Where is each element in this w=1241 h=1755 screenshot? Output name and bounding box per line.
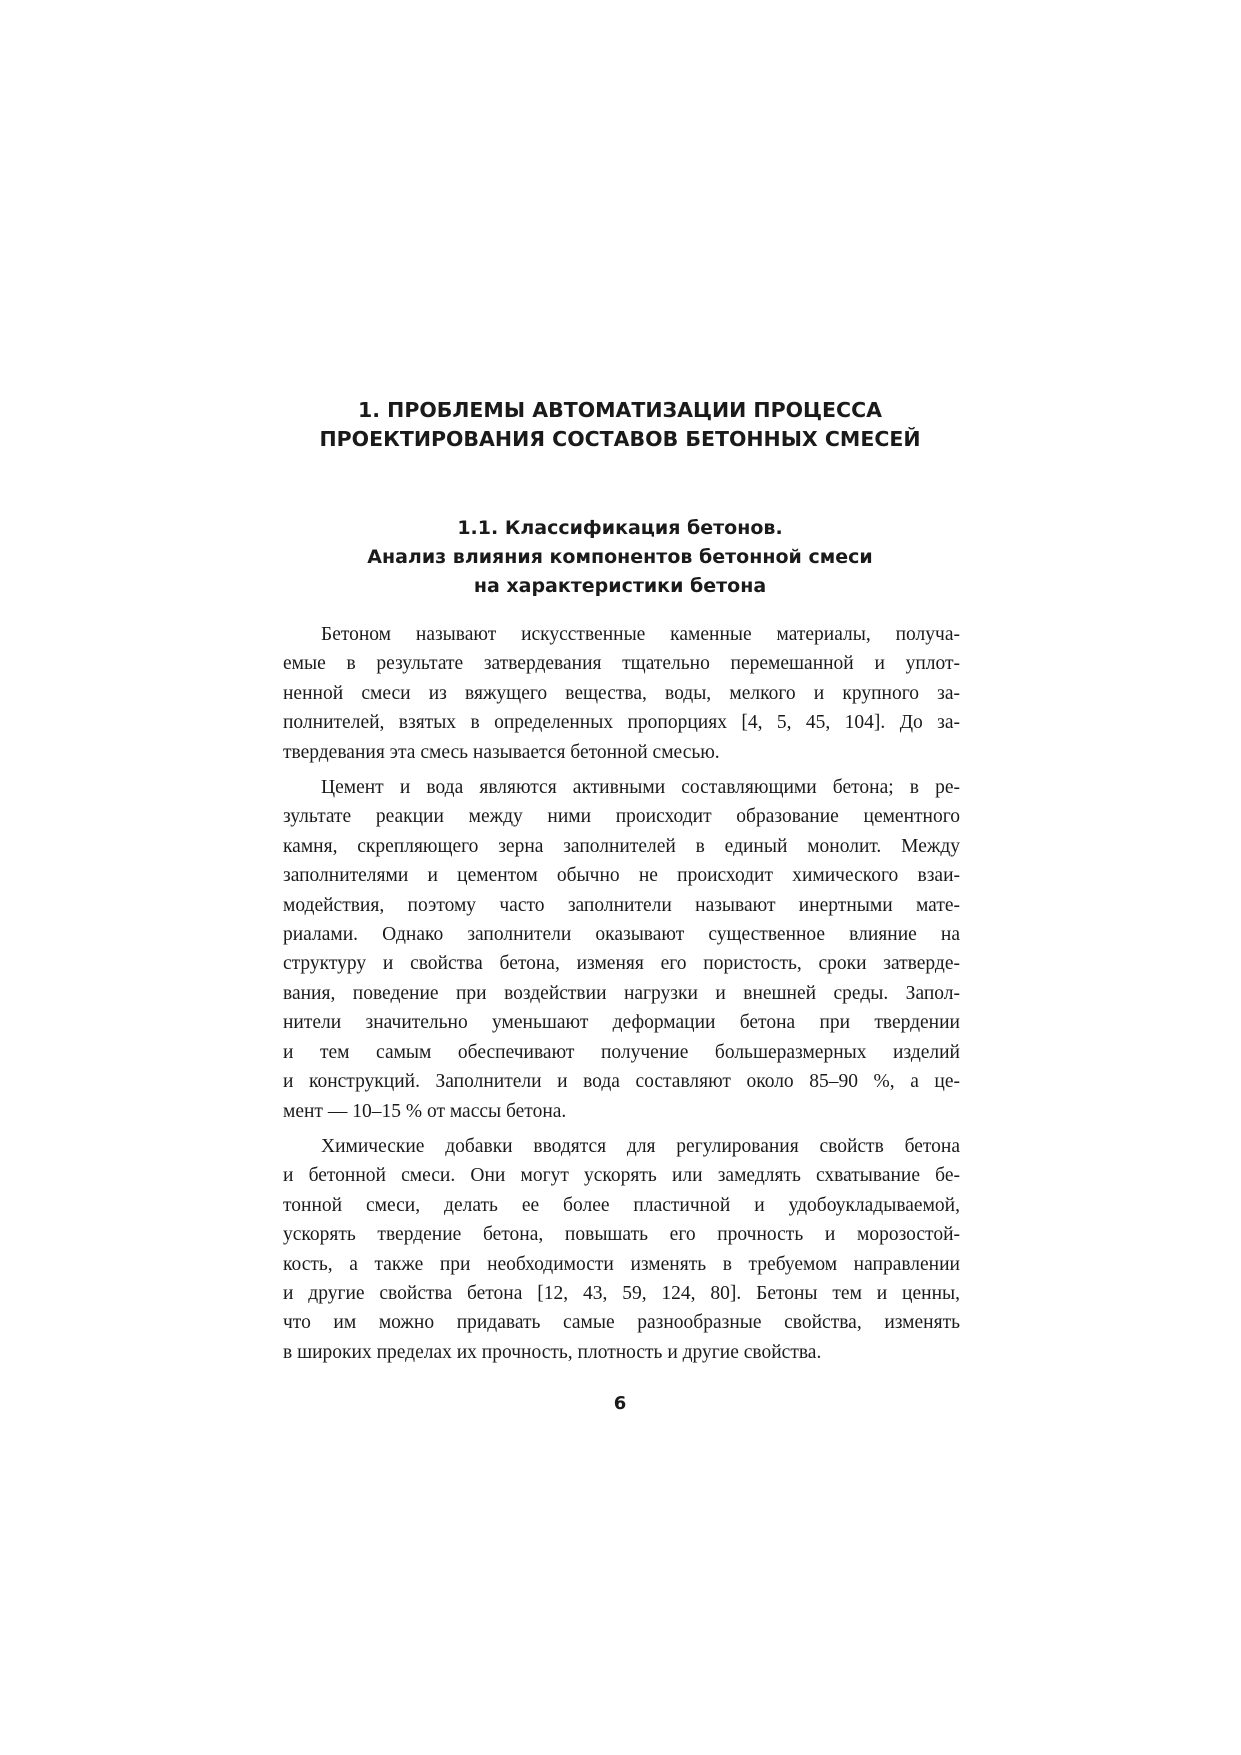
- text-line: и тем самым обеспечивают получение большеразмерных изделий: [283, 1041, 960, 1063]
- paragraph-3: [283, 1132, 960, 1367]
- chapter-title-line: 1. ПРОБЛЕМЫ АВТОМАТИЗАЦИИ ПРОЦЕССА: [357, 398, 883, 422]
- body-text: [283, 620, 960, 1373]
- text-line: мент — 10–15 % от массы бетона.: [283, 1100, 567, 1122]
- text-line: кость, а также при необходимости изменять в требуемом направлении: [283, 1253, 960, 1275]
- text-line: Химические добавки вводятся для регулирования свойств бетона: [321, 1135, 960, 1157]
- text-line: зультате реакции между ними происходит образование цементного: [283, 806, 960, 828]
- text-line: ускорять твердение бетона, повышать его прочность и морозостой-: [283, 1224, 960, 1246]
- text-line: нители значительно уменьшают деформации бетона при твердении: [283, 1012, 960, 1034]
- section-title-line: Анализ влияния компонентов бетонной смеси: [367, 546, 873, 568]
- paragraph-1: [283, 620, 960, 767]
- paragraph-2: [283, 773, 960, 1126]
- text-line: и бетонной смеси. Они могут ускорять или замедлять схватывание бе-: [283, 1165, 960, 1187]
- page-number: 6: [613, 1393, 627, 1414]
- text-line: заполнителями и цементом обычно не происходит химического взаи-: [283, 865, 960, 887]
- text-line: камня, скрепляющего зерна заполнителей в единый монолит. Между: [283, 835, 960, 857]
- text-line: Цемент и вода являются активными составляющими бетона; в ре-: [321, 777, 960, 799]
- section-title-line: на характеристики бетона: [473, 575, 767, 597]
- text-line: структуру и свойства бетона, изменяя его пористость, сроки затверде-: [283, 953, 960, 975]
- text-line: и конструкций. Заполнители и вода составляют около 85–90 %, а це-: [283, 1071, 960, 1093]
- text-line: твердевания эта смесь называется бетонной смесью.: [283, 741, 720, 763]
- text-line: риалами. Однако заполнители оказывают существенное влияние на: [283, 924, 960, 946]
- text-line: Бетоном называют искусственные каменные материалы, получа-: [321, 624, 960, 645]
- text-line: что им можно придавать самые разнообразные свойства, изменять: [283, 1312, 960, 1334]
- section-title: [280, 514, 960, 601]
- text-line: в широких пределах их прочность, плотность и другие свойства.: [283, 1341, 822, 1363]
- text-line: и другие свойства бетона [12, 43, 59, 124, 80]. Бетоны тем и ценны,: [283, 1282, 960, 1304]
- chapter-title-line: ПРОЕКТИРОВАНИЯ СОСТАВОВ БЕТОННЫХ СМЕСЕЙ: [319, 427, 921, 451]
- text-line: полнителей, взятых в определенных пропорциях [4, 5, 45, 104]. До за-: [283, 712, 960, 734]
- text-line: ненной смеси из вяжущего вещества, воды, мелкого и крупного за-: [283, 682, 960, 704]
- text-line: емые в результате затвердевания тщательно перемешанной и уплот-: [283, 653, 960, 675]
- text-line: тонной смеси, делать ее более пластичной и удобоукладываемой,: [283, 1194, 960, 1216]
- text-line: модействия, поэтому часто заполнители называют инертными мате-: [283, 894, 960, 916]
- chapter-title: [280, 396, 960, 454]
- section-title-line: 1.1. Классификация бетонов.: [457, 517, 783, 539]
- text-line: вания, поведение при воздействии нагрузки и внешней среды. Запол-: [283, 982, 960, 1004]
